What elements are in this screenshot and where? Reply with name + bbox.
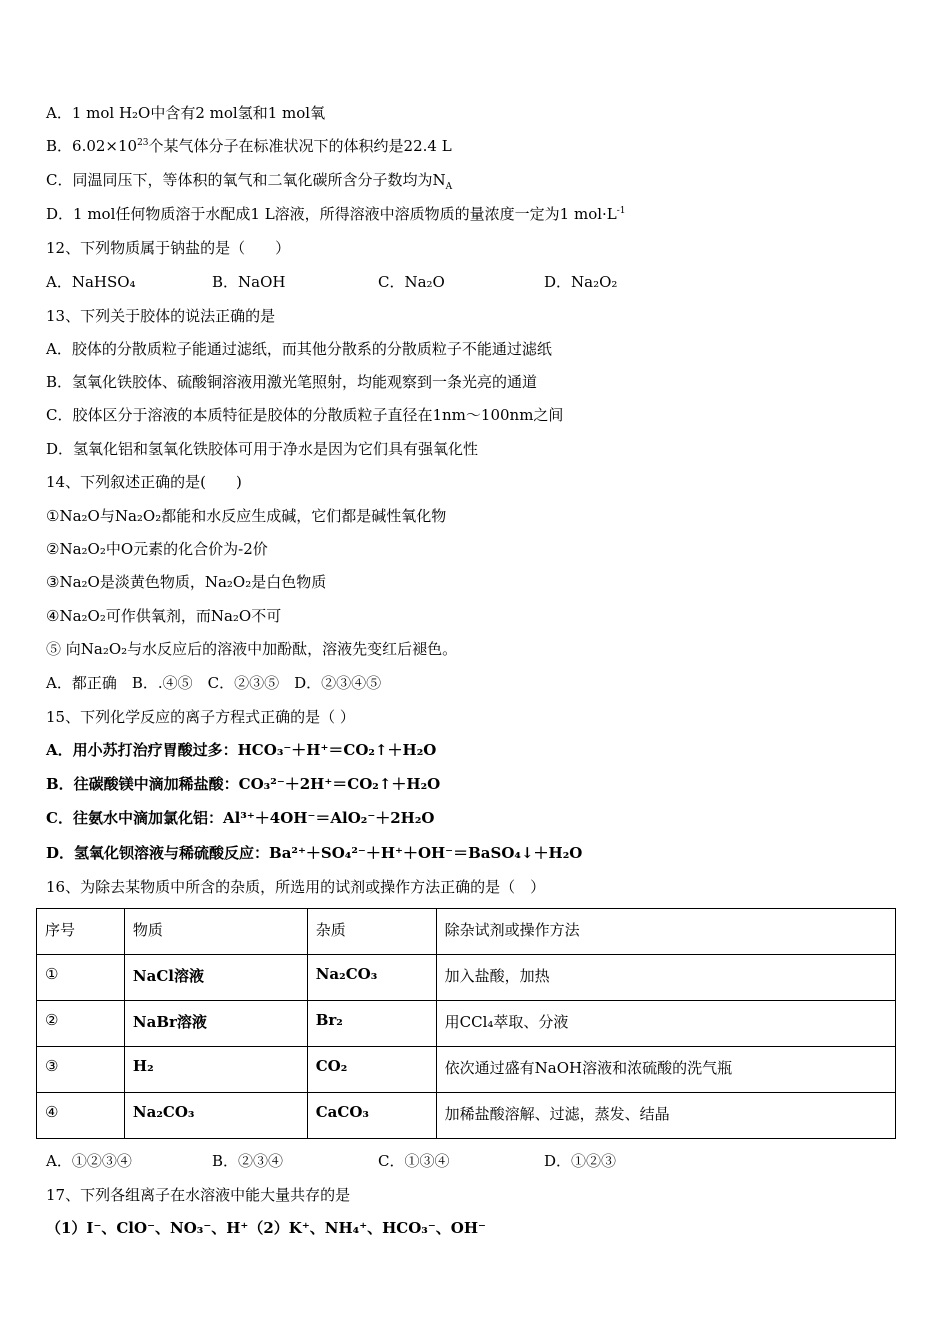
q11-d-pre: D．1 mol任何物质溶于水配成1 L溶液，所得溶液中溶质物质的量浓度一定为1 mol·L: [46, 205, 617, 223]
q12-option-c: C．Na₂O: [378, 273, 445, 291]
q11-c-pre: C．同温同压下，等体积的氧气和二氧化碳所含分子数均为N: [46, 171, 446, 189]
table-cell: 用CCl₄萃取、分液: [436, 1001, 895, 1047]
table-cell: NaCl溶液: [124, 955, 307, 1001]
q14-statement-1: ①Na₂O与Na₂O₂都能和水反应生成碱，它们都是碱性氧化物: [46, 507, 447, 525]
q17-ion-groups: （1）I⁻、ClO⁻、NO₃⁻、H⁺（2）K⁺、NH₄⁺、HCO₃⁻、OH⁻: [46, 1219, 486, 1237]
q13-option-d: D．氢氧化铝和氢氧化铁胶体可用于净水是因为它们具有强氧化性: [46, 440, 479, 458]
q16-option-c: C．①③④: [378, 1152, 450, 1170]
q16-option-b: B．②③④: [212, 1152, 284, 1170]
table-header-cell: 杂质: [307, 909, 436, 955]
table-cell: CaCO₃: [307, 1093, 436, 1139]
table-cell: NaBr溶液: [124, 1001, 307, 1047]
table-cell: ④: [37, 1093, 125, 1139]
q12-option-b: B．NaOH: [212, 273, 286, 291]
q11-c-sub: A: [445, 182, 453, 192]
table-cell: 加稀盐酸溶解、过滤，蒸发、结晶: [436, 1093, 895, 1139]
q13-stem: 13、下列关于胶体的说法正确的是: [46, 307, 276, 325]
table-header-cell: 除杂试剂或操作方法: [436, 909, 895, 955]
q16-options: [46, 1151, 616, 1171]
table-row: [37, 1047, 896, 1093]
q15-stem: 15、下列化学反应的离子方程式正确的是（ ）: [46, 708, 355, 726]
q13-option-b: B．氢氧化铁胶体、硫酸铜溶液用激光笔照射，均能观察到一条光亮的通道: [46, 373, 538, 391]
q12-option-a: A．NaHSO₄: [46, 273, 136, 291]
q11-b-post: 个某气体分子在标准状况下的体积约是22.4 L: [148, 137, 452, 155]
q13-option-c: C．胶体区分于溶液的本质特征是胶体的分散质粒子直径在1nm～100nm之间: [46, 406, 564, 424]
q16-option-a: A．①②③④: [46, 1152, 132, 1170]
q13-option-a: A．胶体的分散质粒子能通过滤纸，而其他分散系的分散质粒子不能通过滤纸: [46, 340, 552, 358]
q17-stem: 17、下列各组离子在水溶液中能大量共存的是: [46, 1186, 351, 1204]
q11-option-a: A．1 mol H₂O中含有2 mol氢和1 mol氧: [46, 104, 326, 122]
table-cell: CO₂: [307, 1047, 436, 1093]
q11-option-c: [46, 170, 452, 190]
q11-b-sup: 23: [137, 138, 149, 148]
q11-b-pre: B．6.02×10: [46, 137, 138, 155]
q12-options: [46, 272, 617, 292]
q14-statement-4: ④Na₂O₂可作供氧剂，而Na₂O不可: [46, 607, 282, 625]
q16-table: [36, 908, 896, 1139]
table-cell: 加入盐酸，加热: [436, 955, 895, 1001]
table-header-cell: 物质: [124, 909, 307, 955]
table-row: [37, 1001, 896, 1047]
q14-statement-3: ③Na₂O是淡黄色物质，Na₂O₂是白色物质: [46, 573, 327, 591]
q11-d-sup: -1: [616, 206, 626, 216]
table-cell: Na₂CO₃: [124, 1093, 307, 1139]
table-cell: ③: [37, 1047, 125, 1093]
q15-option-d: D．氢氧化钡溶液与稀硫酸反应：Ba²⁺＋SO₄²⁻＋H⁺＋OH⁻＝BaSO₄↓＋H₂O: [46, 844, 583, 862]
q15-option-a: A．用小苏打治疗胃酸过多：HCO₃⁻＋H⁺＝CO₂↑＋H₂O: [46, 741, 437, 759]
q16-option-d: D．①②③: [544, 1152, 617, 1170]
table-cell: H₂: [124, 1047, 307, 1093]
table-cell: 依次通过盛有NaOH溶液和浓硫酸的洗气瓶: [436, 1047, 895, 1093]
q15-option-c: C．往氨水中滴加氯化铝：Al³⁺＋4OH⁻＝AlO₂⁻＋2H₂O: [46, 809, 435, 827]
q11-option-b: [46, 136, 452, 156]
table-header-cell: 序号: [37, 909, 125, 955]
table-row: [37, 1093, 896, 1139]
table-row: [37, 955, 896, 1001]
table-cell: ②: [37, 1001, 125, 1047]
q14-stem: 14、下列叙述正确的是( ): [46, 473, 242, 491]
table-cell: Na₂CO₃: [307, 955, 436, 1001]
q14-options: A．都正确 B．.④⑤ C．②③⑤ D．②③④⑤: [46, 674, 382, 692]
q16-stem: 16、为除去某物质中所含的杂质，所选用的试剂或操作方法正确的是（ ）: [46, 878, 546, 896]
q14-statement-5: ⑤ 向Na₂O₂与水反应后的溶液中加酚酞，溶液先变红后褪色。: [46, 640, 458, 658]
q14-statement-2: ②Na₂O₂中O元素的化合价为-2价: [46, 540, 268, 558]
q11-option-d: [46, 204, 626, 224]
q15-option-b: B．往碳酸镁中滴加稀盐酸：CO₃²⁻＋2H⁺＝CO₂↑＋H₂O: [46, 775, 441, 793]
q12-stem: 12、下列物质属于钠盐的是（ ）: [46, 239, 291, 257]
q12-option-d: D．Na₂O₂: [544, 273, 618, 291]
table-header-row: [37, 909, 896, 955]
table-cell: Br₂: [307, 1001, 436, 1047]
table-cell: ①: [37, 955, 125, 1001]
